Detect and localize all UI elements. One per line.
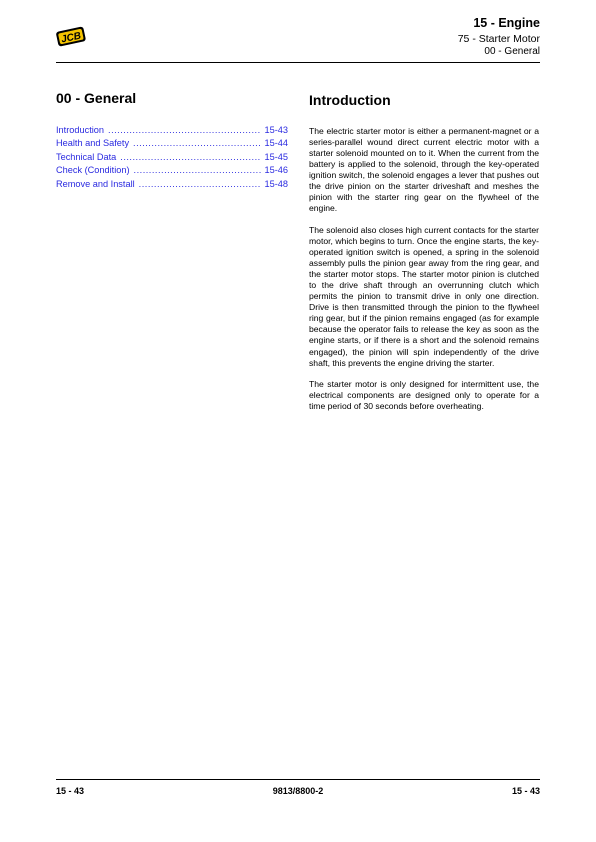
subchapter-title: 00 - General [484, 46, 540, 57]
toc-link-page: 15-45 [264, 151, 288, 162]
jcb-logo-text: JCB [60, 30, 83, 46]
toc-leader-dots [133, 137, 260, 151]
toc-link-title: Health and Safety [56, 138, 130, 149]
toc-link-page: 15-43 [264, 124, 288, 135]
section-title: 15 - Engine [473, 16, 540, 30]
footer-page-right: 15 - 43 [511, 786, 540, 796]
toc-column [56, 90, 288, 191]
introduction-heading: Introduction [309, 92, 391, 108]
toc-link-introduction[interactable] [56, 124, 288, 138]
toc-link-health-and-safety[interactable] [56, 137, 288, 151]
toc-link-technical-data[interactable] [56, 151, 288, 165]
jcb-logo-mark [56, 26, 86, 48]
introduction-paragraph: The electric starter motor is either a permanent-magnet or a series-parallel wound direct current electric motor with a starter solenoid mounted on to it. When the current from the battery is applied to the solenoid, through the key-operated ignition switch, the solenoid engages a lever that pushes out the drive pinion on the starter driveshaft and meshes the pinion with the starter ring gear on the flywheel of the engine. [309, 125, 539, 214]
introduction-body [309, 126, 539, 412]
chapter-title: 75 - Starter Motor [457, 33, 540, 45]
footer-document-number: 9813/8800-2 [272, 786, 324, 796]
toc-link-title: Check (Condition) [56, 165, 130, 176]
introduction-section [309, 92, 539, 422]
introduction-paragraph: The starter motor is only designed for intermittent use, the electrical components are designed only to operate for a time period of 30 seconds before overheating. [309, 378, 539, 411]
toc-leader-dots [139, 178, 261, 192]
toc-leader-dots [134, 164, 261, 178]
jcb-logo [56, 26, 86, 53]
toc-link-remove-and-install[interactable] [56, 178, 288, 192]
toc-link-title: Introduction [56, 124, 105, 135]
toc-link-check-condition[interactable] [56, 164, 288, 178]
toc-list [56, 124, 288, 192]
toc-leader-dots [120, 151, 260, 165]
toc-heading: 00 - General [56, 90, 137, 106]
header-divider [56, 62, 540, 63]
toc-leader-dots [108, 124, 260, 138]
toc-link-page: 15-44 [264, 138, 288, 149]
toc-link-page: 15-48 [264, 178, 288, 189]
toc-link-title: Technical Data [56, 151, 117, 162]
footer-divider [56, 779, 540, 780]
toc-link-page: 15-46 [264, 165, 288, 176]
toc-link-title: Remove and Install [56, 178, 135, 189]
footer-page-left: 15 - 43 [56, 786, 85, 796]
introduction-paragraph: The solenoid also closes high current contacts for the starter motor, which begins to turn. Once the engine starts, the key-operated ignition switch is opened, a spring in the solenoid assembly pulls the pinion gear away from the ring gear, and the starter motor stops. The starter motor pinion is clutched to the drive shaft through an overrunning clutch which permits the pinion to transmit drive in only one direction. Drive is then transmitted through the pinion to the flywheel ring gear, but if the pinion remains engaged (as for example because the operator fails to release the key as soon as the engine starts, or if there is a short and the solenoid remains engaged), the pinion will spin independently of the drive shaft, this prevents the engine driving the starter. [309, 224, 539, 368]
